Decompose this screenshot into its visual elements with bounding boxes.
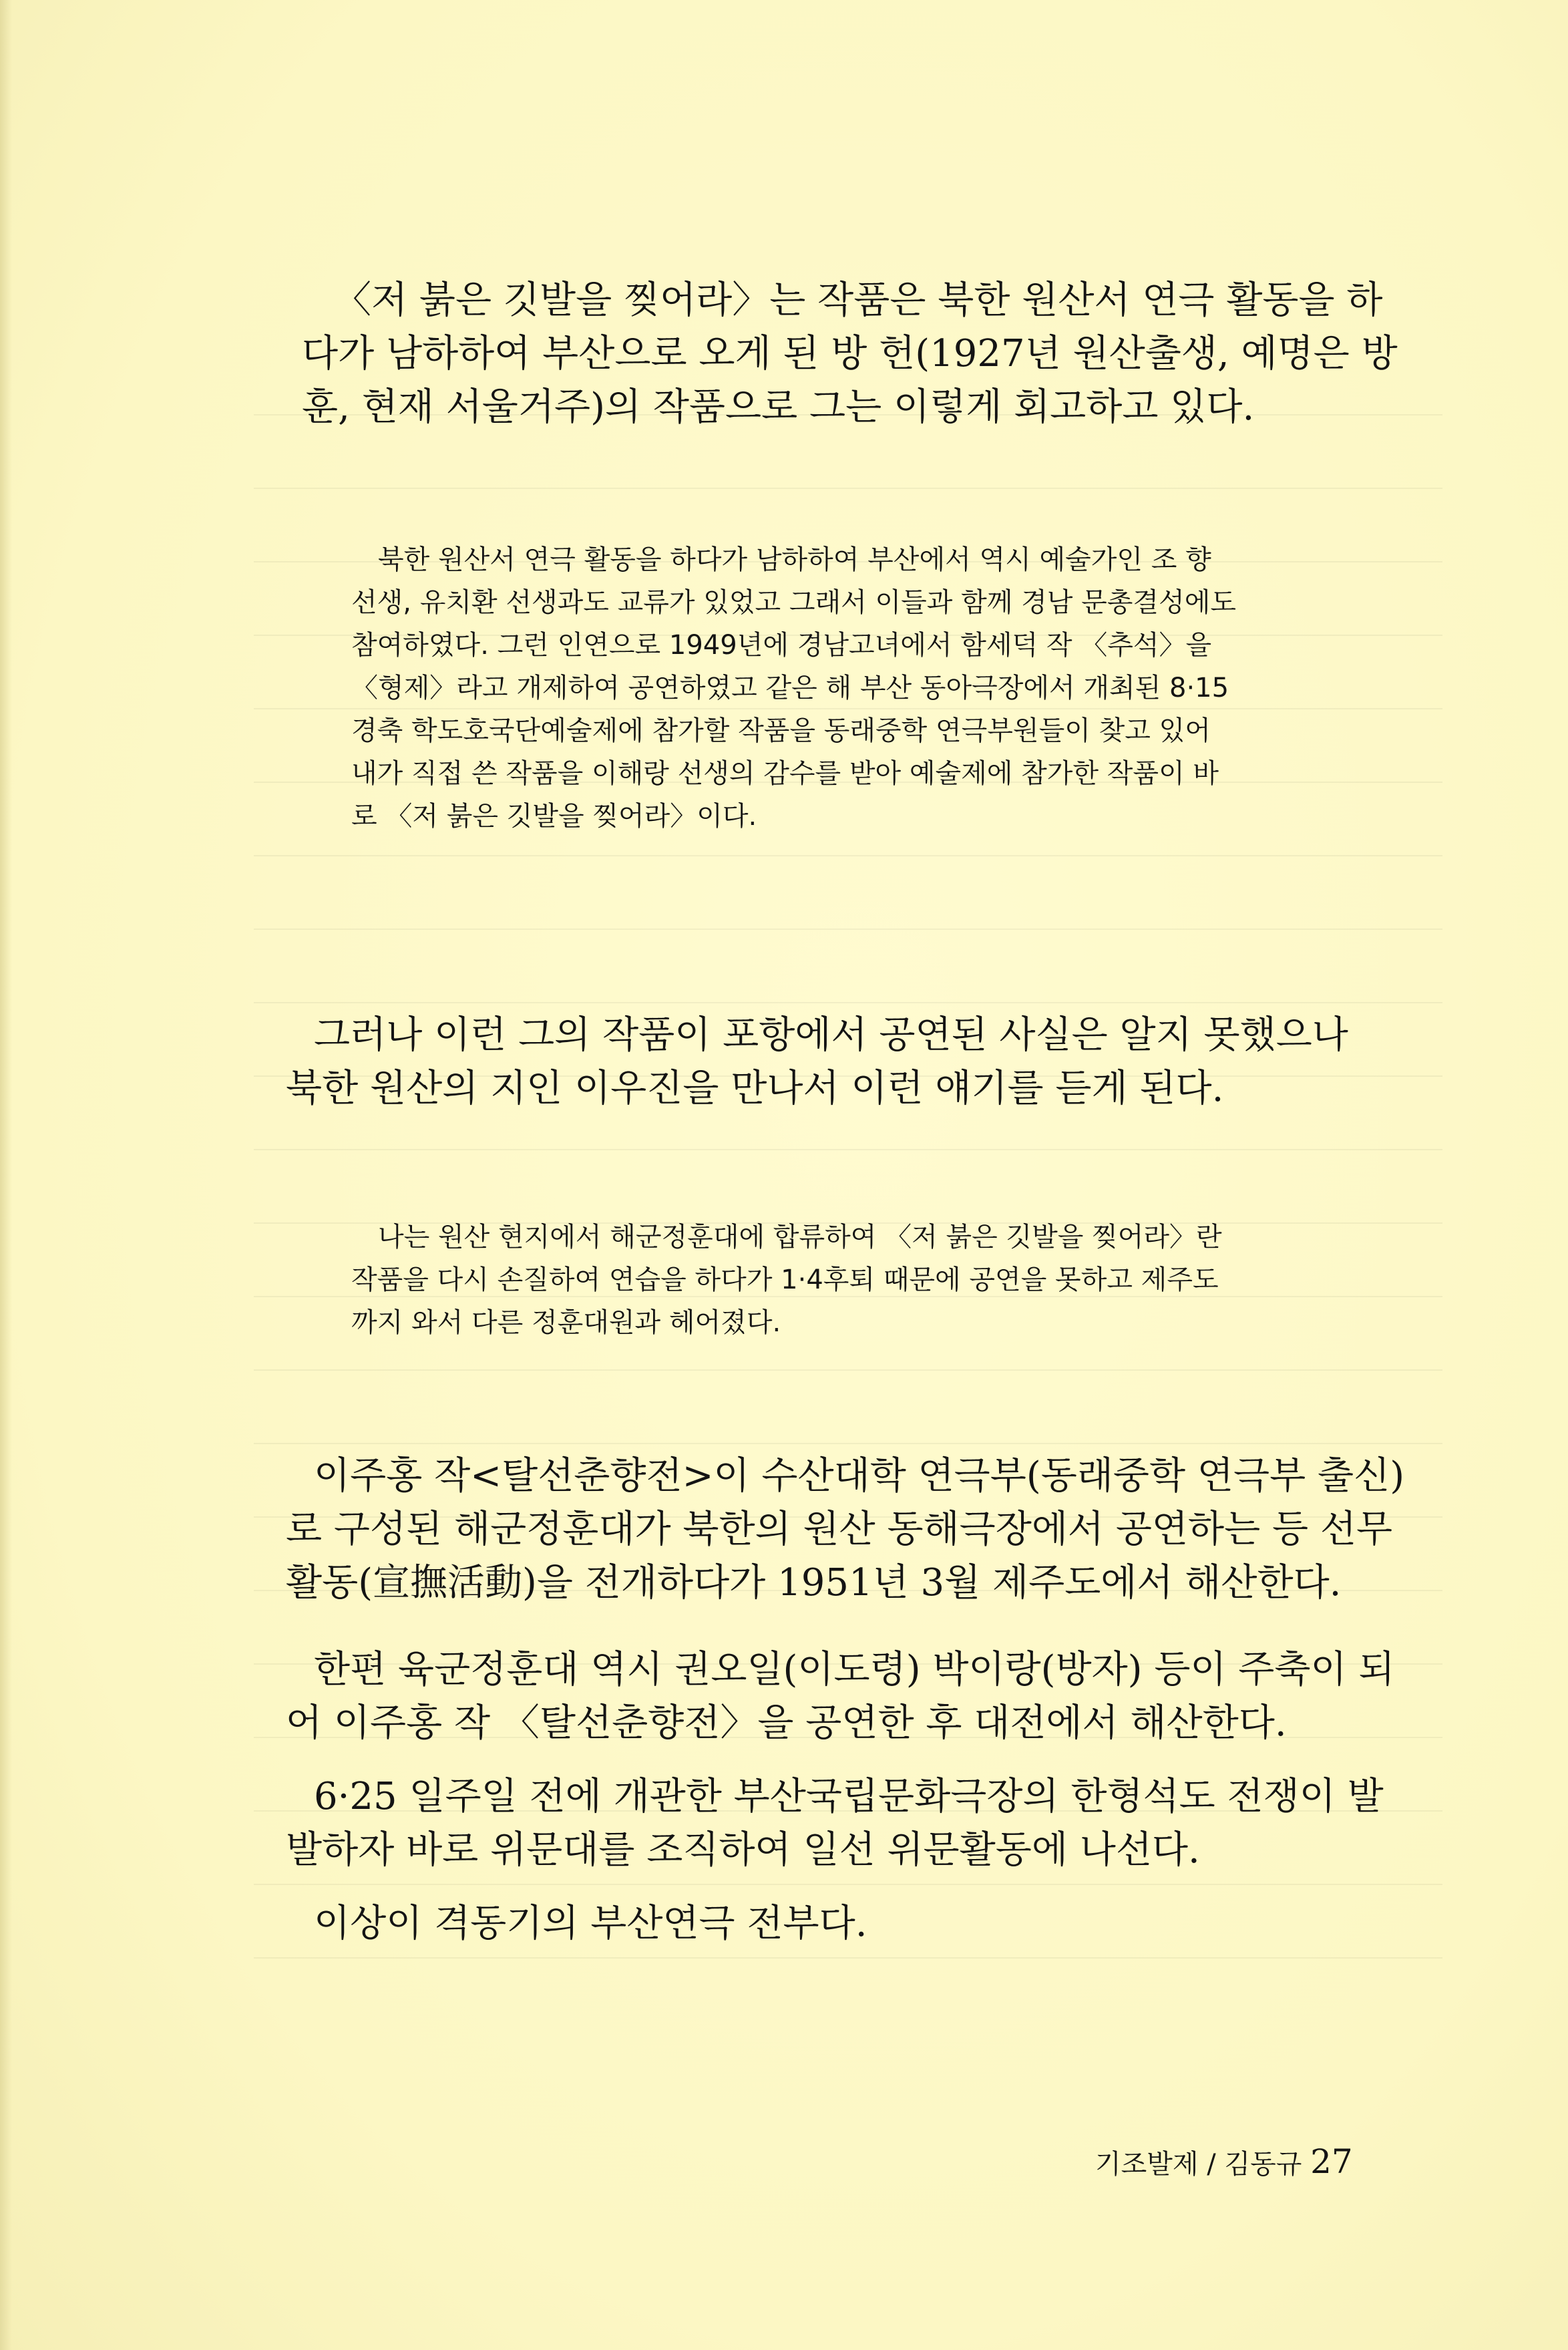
paragraph-transition (0, 1009, 1348, 1116)
quote-line: 북한 원산서 연극 활동을 하다가 남하하여 부산에서 역시 예술가인 조 향 (378, 544, 1211, 575)
paragraph-line: 다가 남하하여 부산으로 오게 된 방 헌(1927년 원산출생, 예명은 방 (302, 332, 1398, 375)
paragraph-line: 〈저 붉은 깃발을 찢어라〉는 작품은 북한 원산서 연극 활동을 하 (334, 279, 1383, 322)
paragraph-line: 발하자 바로 위문대를 조직하여 일선 위문활동에 나선다. (286, 1828, 1200, 1872)
quote-line: 작품을 다시 손질하여 연습을 하다가 1·4후퇴 때문에 공연을 못하고 제주도 (351, 1265, 1219, 1295)
paragraph-line: 이상이 격동기의 부산연극 전부다. (314, 1902, 867, 1945)
paragraph-navy-unit (0, 1450, 1404, 1610)
paragraph-line: 로 구성된 해군정훈대가 북한의 원산 동해극장에서 공연하는 등 선무 (286, 1508, 1393, 1551)
blockquote-recollection-2 (0, 1216, 1222, 1344)
paragraph-line: 한편 육군정훈대 역시 권오일(이도령) 박이랑(방자) 등이 주축이 되 (314, 1648, 1395, 1691)
paragraph-line: 어 이주홍 작 〈탈선춘향전〉을 공연한 후 대전에서 해산한다. (286, 1701, 1287, 1745)
paragraph-army-unit (0, 1643, 1395, 1750)
quote-line: 선생, 유치환 선생과도 교류가 있었고 그래서 이들과 함께 경남 문총결성에도 (351, 587, 1236, 618)
footer-author: 김동규 (1224, 2149, 1302, 2180)
quote-line: 참여하였다. 그런 인연으로 1949년에 경남고녀에서 함세덕 작 〈추석〉을 (351, 630, 1212, 661)
blockquote-recollection-1 (0, 538, 1236, 838)
page-number: 27 (1310, 2142, 1353, 2181)
page-footer (1095, 2143, 1353, 2183)
footer-separator: / (1207, 2149, 1216, 2180)
footer-section: 기조발제 (1095, 2149, 1199, 2180)
quote-line: 〈형제〉라고 개제하여 공연하였고 같은 해 부산 동아극장에서 개최된 8·15 (351, 673, 1229, 703)
paragraph-line: 훈, 현재 서울거주)의 작품으로 그는 이렇게 회고하고 있다. (302, 385, 1255, 429)
quote-line: 로 〈저 붉은 깃발을 찢어라〉이다. (351, 801, 757, 832)
quote-line: 내가 직접 쓴 작품을 이해랑 선생의 감수를 받아 예술제에 참가한 작품이 바 (351, 758, 1219, 789)
paragraph-intro (0, 274, 1398, 434)
quote-line: 까지 와서 다른 정훈대원과 헤어졌다. (351, 1307, 781, 1338)
paragraph-line: 활동(宣撫活動)을 전개하다가 1951년 3월 제주도에서 해산한다. (286, 1561, 1342, 1605)
quote-line: 경축 학도호국단예술제에 참가할 작품을 동래중학 연극부원들이 찾고 있어 (351, 715, 1211, 746)
paragraph-line: 북한 원산의 지인 이우진을 만나서 이런 얘기를 듣게 된다. (286, 1067, 1224, 1110)
paragraph-line: 이주홍 작<탈선춘향전>이 수산대학 연극부(동래중학 연극부 출신) (314, 1454, 1405, 1498)
paragraph-national-theater (0, 1770, 1384, 1877)
quote-line: 나는 원산 현지에서 해군정훈대에 합류하여 〈저 붉은 깃발을 찢어라〉란 (378, 1222, 1222, 1252)
paragraph-conclusion (0, 1897, 867, 1951)
paragraph-line: 그러나 이런 그의 작품이 포항에서 공연된 사실은 알지 못했으나 (314, 1013, 1348, 1057)
paragraph-line: 6·25 일주일 전에 개관한 부산국립문화극장의 한형석도 전쟁이 발 (314, 1775, 1384, 1818)
